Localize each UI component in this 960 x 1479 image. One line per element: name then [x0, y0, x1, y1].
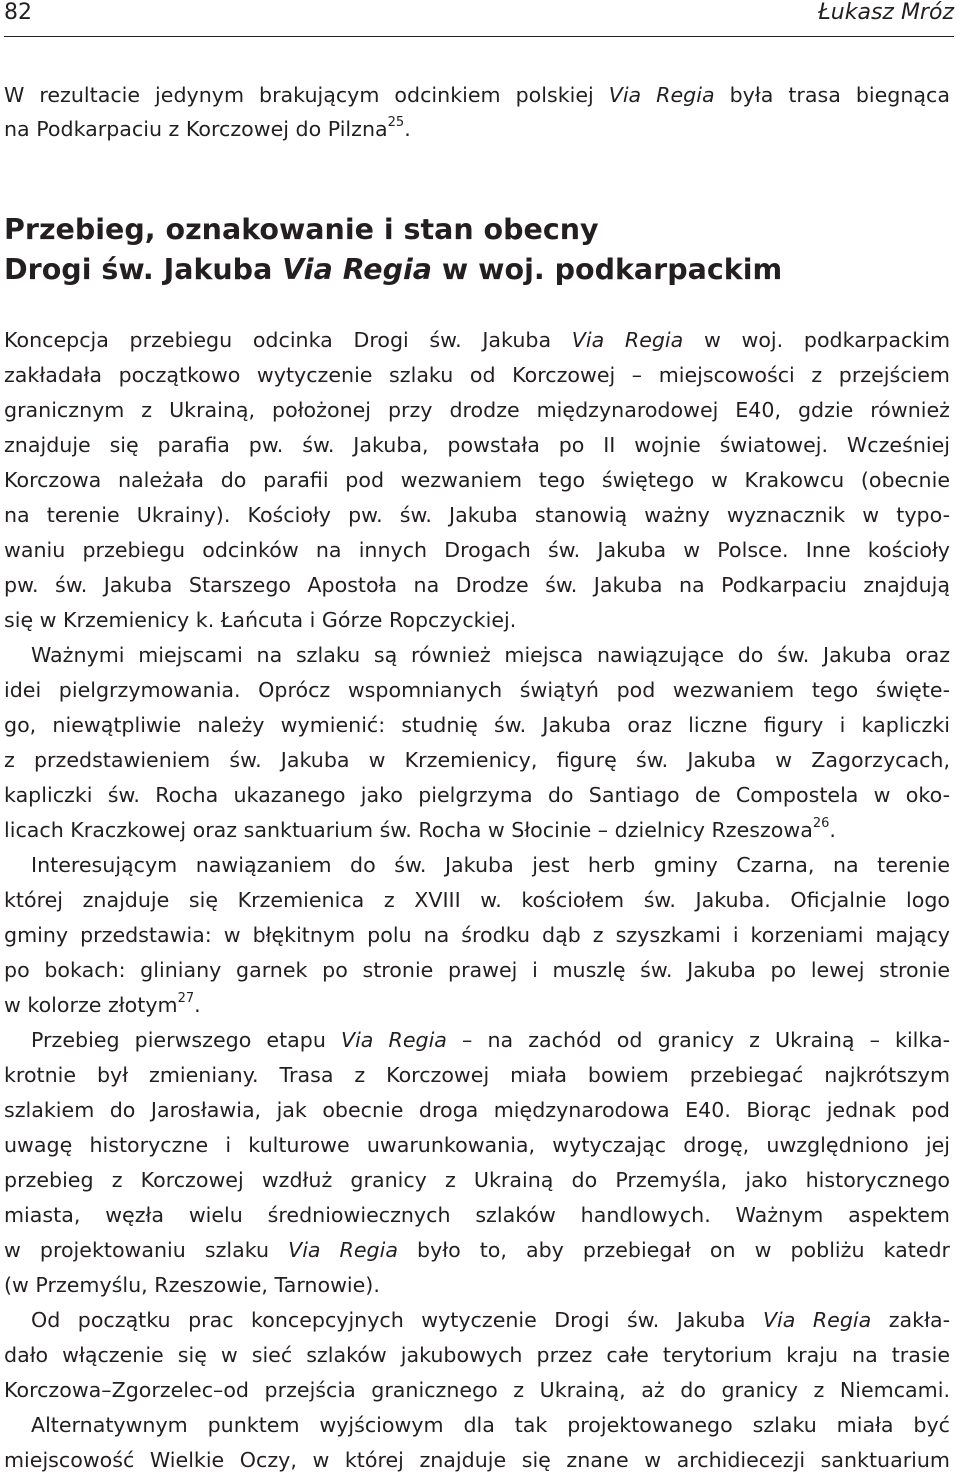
paragraph-2-line: licach Kraczkowej oraz sanktuarium św. Rocha w Słocinie – dzielnicy Rzeszowa$^{26}$.: [4, 816, 836, 842]
footnote-ref: 25: [387, 115, 405, 131]
paragraph-4-line: miasta, węzła wielu średniowiecznych szlaków handlowych. Ważnym aspektem: [4, 1203, 950, 1227]
intro-line-2: na Podkarpaciu z Korczowej do Pilzna$^{25}$.: [4, 115, 411, 141]
paragraph-1-line: na terenie Ukrainy). Kościoły pw. św. Jakuba stanowią ważny wyznacznik w typo-: [4, 503, 950, 527]
paragraph-3-line: w kolorze złotym$^{27}$.: [4, 991, 201, 1017]
paragraph-6-line: Alternatywnym punktem wyjściowym dla tak projektowanego szlaku miała być: [31, 1413, 950, 1437]
running-author: Łukasz Mróz: [818, 0, 954, 25]
page-number: 82: [4, 0, 32, 25]
paragraph-4-line: uwagę historyczne i kulturowe uwarunkowania, wytyczając drogę, uwzględniono jej: [4, 1133, 950, 1157]
paragraph-4-line: (w Przemyślu, Rzeszowie, Tarnowie).: [4, 1273, 380, 1297]
paragraph-5-line: Korczowa–Zgorzelec–od przejścia granicznego z Ukrainą, aż do granicy z Niemcami.: [4, 1378, 950, 1402]
paragraph-2-line: idei pielgrzymowania. Oprócz wspomnianych świątyń pod wezwaniem tego święte-: [4, 678, 950, 702]
paragraph-3-line: gminy przedstawia: w błękitnym polu na środku dąb z szyszkami i korzeniami mający: [4, 923, 950, 947]
section-heading-line-1: Przebieg, oznakowanie i stan obecny: [4, 213, 599, 246]
paragraph-1-line: zakładała początkowo wytyczenie szlaku od Korczowej – miejscowości z przejściem: [4, 363, 950, 387]
paragraph-5-line: Od początku prac koncepcyjnych wytyczenie Drogi św. Jakuba Via Regia zakła-: [31, 1308, 951, 1332]
paragraph-2-line: go, niewątpliwie należy wymienić: studnię św. Jakuba oraz liczne figury i kapliczki: [4, 713, 950, 737]
paragraph-5-line: dało włączenie się w sieć szlaków jakubowych przez całe terytorium kraju na trasie: [4, 1343, 950, 1367]
paragraph-4-line: w projektowaniu szlaku Via Regia było to, aby przebiegał on w pobliżu katedr: [4, 1238, 950, 1262]
footnote-ref: 26: [812, 816, 830, 832]
paragraph-3-line: której znajduje się Krzemienica z XVIII w. kościołem św. Jakuba. Oficjalnie logo: [4, 888, 950, 912]
paragraph-2-line: z przedstawieniem św. Jakuba w Krzemienicy, figurę św. Jakuba w Zagorzycach,: [4, 748, 950, 772]
section-heading-line-2: Drogi św. Jakuba Via Regia w woj. podkarpackim: [4, 253, 783, 286]
paragraph-4-line: Przebieg pierwszego etapu Via Regia – na zachód od granicy z Ukrainą – kilka-: [31, 1028, 950, 1052]
paragraph-1-line: Koncepcja przebiegu odcinka Drogi św. Jakuba Via Regia w woj. podkarpackim: [4, 328, 951, 352]
paragraph-1-line: pw. św. Jakuba Starszego Apostoła na Drodze św. Jakuba na Podkarpaciu znajdują: [4, 573, 950, 597]
running-header: [4, 0, 954, 37]
paragraph-4-line: szlakiem do Jarosławia, jak obecnie droga międzynarodowa E40. Biorąc jednak pod: [4, 1098, 950, 1122]
paragraph-4-line: krotnie był zmieniany. Trasa z Korczowej miała bowiem przebiegać najkrótszym: [4, 1063, 950, 1087]
intro-line-1: W rezultacie jedynym brakującym odcinkiem polskiej Via Regia była trasa biegnąca: [4, 83, 950, 107]
paragraph-6-line: miejscowość Wielkie Oczy, w której znajduje się znane w archidiecezji sanktuarium: [4, 1448, 950, 1472]
paragraph-1-line: waniu przebiegu odcinków na innych Drogach św. Jakuba w Polsce. Inne kościoły: [4, 538, 950, 562]
paragraph-1-line: znajduje się parafia pw. św. Jakuba, powstała po II wojnie światowej. Wcześniej: [4, 433, 950, 457]
paragraph-1-line: Korczowa należała do parafii pod wezwaniem tego świętego w Krakowcu (obecnie: [4, 468, 950, 492]
footnote-ref: 27: [177, 991, 195, 1007]
paragraph-3-line: po bokach: gliniany garnek po stronie prawej i muszlę św. Jakuba po lewej stronie: [4, 958, 950, 982]
paragraph-2-line: kapliczki św. Rocha ukazanego jako pielgrzyma do Santiago de Compostela w oko-: [4, 783, 950, 807]
paragraph-1-line: się w Krzemienicy k. Łańcuta i Górze Ropczyckiej.: [4, 608, 517, 632]
paragraph-1-line: granicznym z Ukrainą, położonej przy drodze międzynarodowej E40, gdzie również: [4, 398, 950, 422]
paragraph-4-line: przebieg z Korczowej wzdłuż granicy z Ukrainą do Przemyśla, jako historycznego: [4, 1168, 950, 1192]
paragraph-2-line: Ważnymi miejscami na szlaku są również miejsca nawiązujące do św. Jakuba oraz: [31, 643, 950, 667]
paragraph-3-line: Interesującym nawiązaniem do św. Jakuba jest herb gminy Czarna, na terenie: [31, 853, 950, 877]
